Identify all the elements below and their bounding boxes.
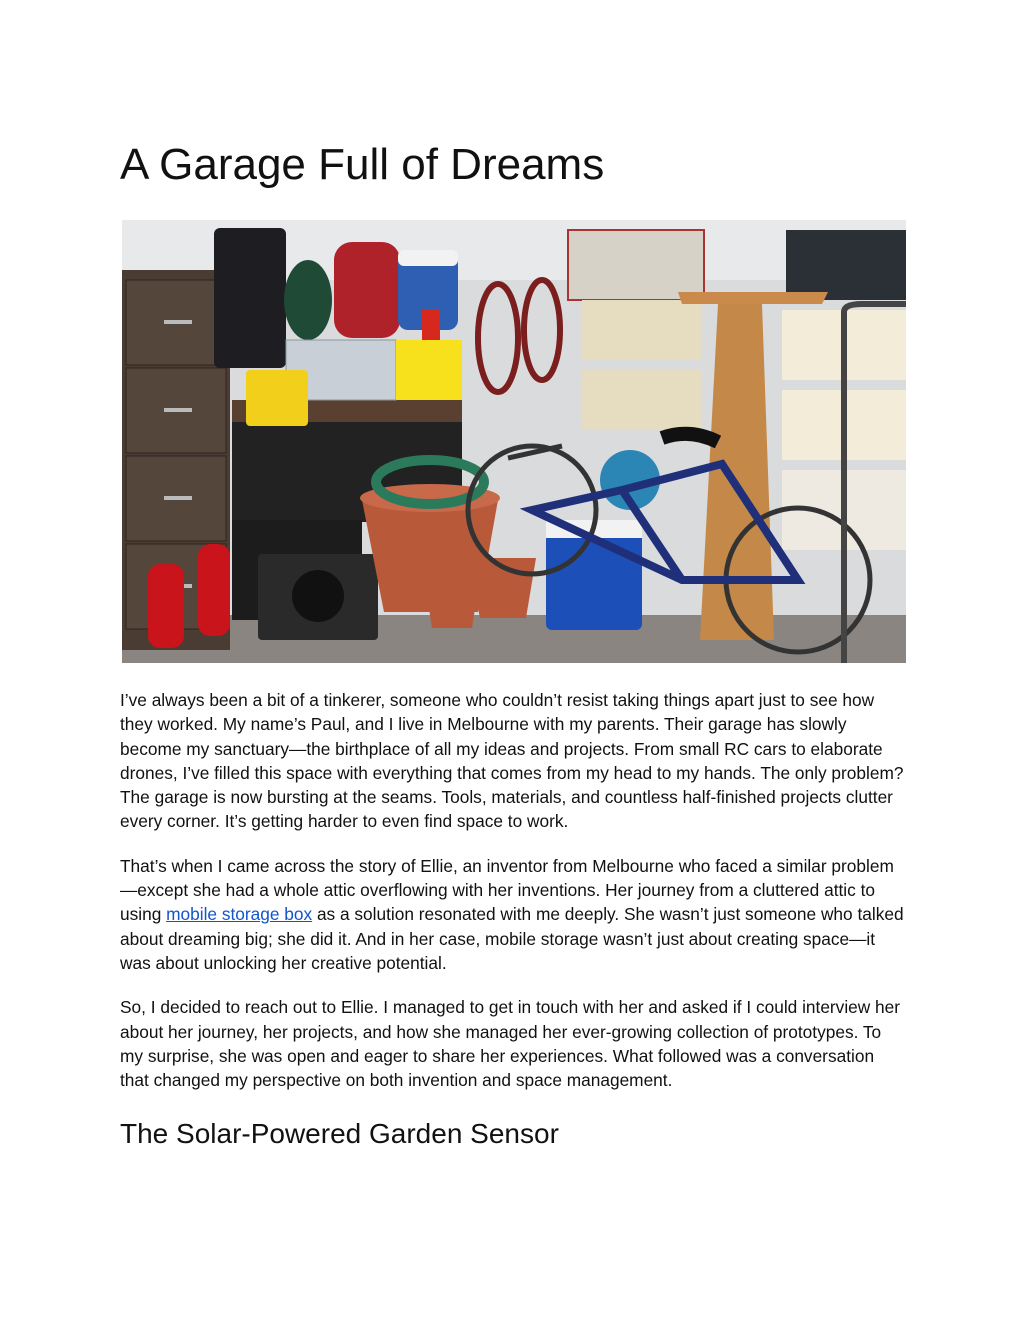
paragraph-intro: I’ve always been a bit of a tinkerer, someone who couldn’t resist taking things apart just to see how they worked. My name’s Paul, and I live in Melbourne with my parents. Their garage has slowly become my sanctuary—the birthplace of all my ideas and projects. From small RC cars to elaborate drones, I’ve filled this space with everything that comes from my head to my hands. The only problem? The garage is now bursting at the seams. Tools, materials, and countless half-finished projects clutter every corner. It’s getting harder to even find space to work.: [120, 690, 904, 832]
paragraph-ellie-before: That’s when I came across the story of Ellie, an inventor from Melbourne who faced a similar problem—except she had a whole attic overflowing with her inventions. Her journey from a cluttered attic to using: [120, 855, 894, 925]
section-heading: The Solar-Powered Garden Sensor: [120, 1118, 559, 1149]
paragraph-ellie-after: as a solution resonated with me deeply. She wasn’t just someone who talked about dreaming big; she did it. And in her case, mobile storage wasn’t just about creating space—it was about unlocking her creative potential.: [120, 904, 904, 973]
article-body: [120, 688, 906, 1112]
mobile-storage-box-link[interactable]: mobile storage box: [166, 904, 313, 925]
paragraph-ellie: [120, 854, 906, 975]
paragraph-interview: So, I decided to reach out to Ellie. I managed to get in touch with her and asked if I could interview her about her journey, her projects, and how she managed her ever-growing collection of prototypes. To my surprise, she was open and eager to share her experiences. What followed was a conversation that changed my perspective on both invention and space management.: [120, 997, 901, 1091]
document-title: A Garage Full of Dreams: [120, 140, 605, 189]
garage-photo: [122, 220, 906, 663]
